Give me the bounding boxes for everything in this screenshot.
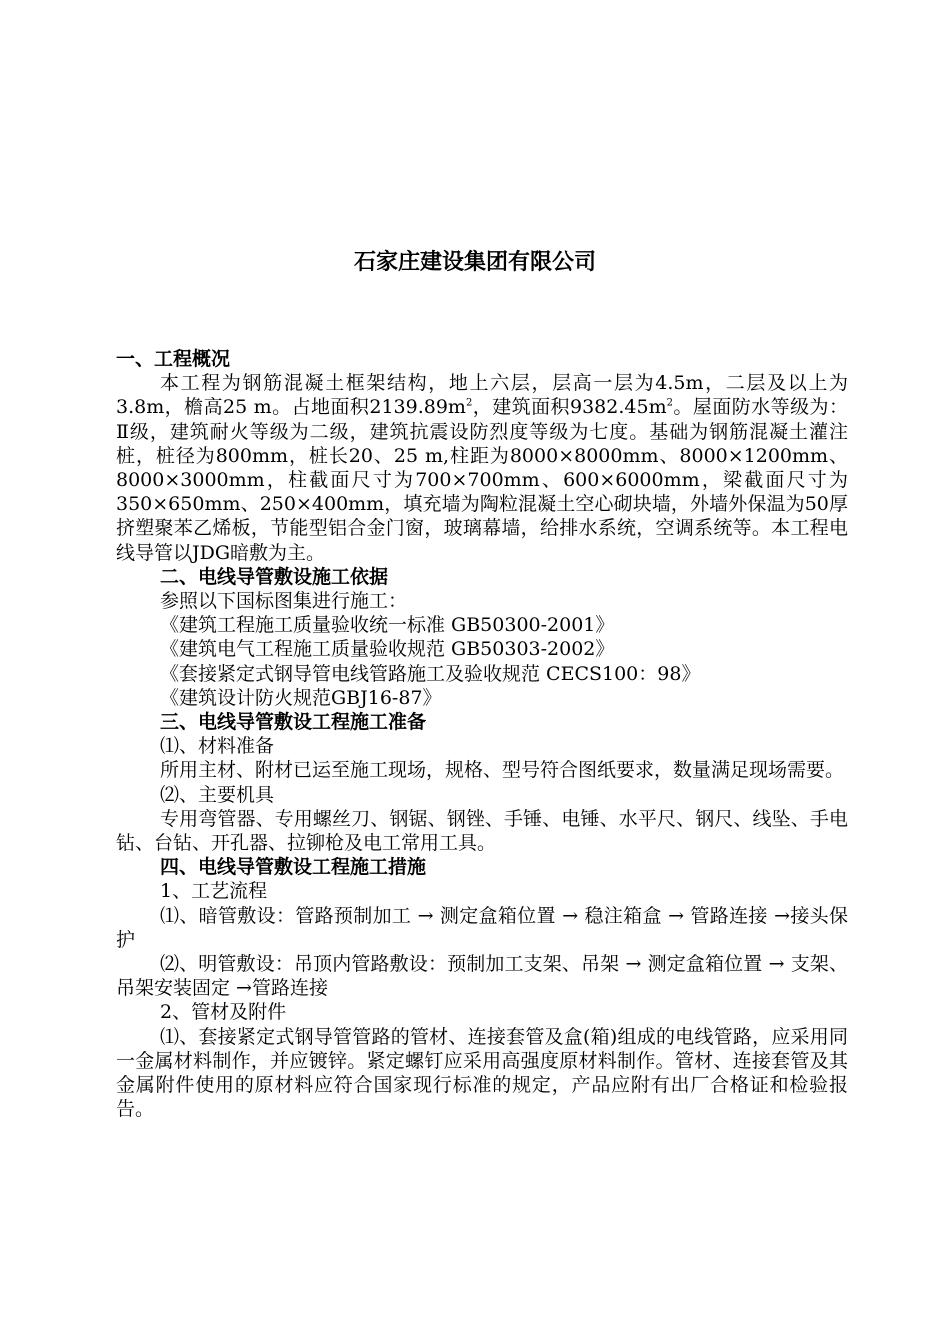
reference-item: 《建筑设计防火规范GBJ16-87》 bbox=[160, 686, 442, 709]
pipes-fittings-paragraph: ⑴、套接紧定式钢导管管路的管材、连接套管及盒(箱)组成的电线管路，应采用同一金属材料制作，并应镀锌。紧定螺钉应采用高强度原材料制作。管材、连接套管及其金属附件使用的原材料应符合国家现行标准的规定，产品应附有出厂合格证和检验报告。 bbox=[116, 1025, 848, 1121]
concealed-conduit-flow: ⑴、暗管敷设：管路预制加工 → 测定盒箱位置 → 稳注箱盒 → 管路连接 →接头保护 bbox=[116, 904, 848, 951]
pipes-fittings-subheading: 2、管材及附件 bbox=[160, 1001, 287, 1024]
overview-text-a: 本工程为钢筋混凝土框架结构，地上六层，层高一层为4.5m，二层及以上为3.8m，檐高25 m。占地面积2139.89m bbox=[116, 372, 848, 419]
section-4-heading: 四、电线导管敷设工程施工措施 bbox=[160, 856, 427, 879]
process-flow-subheading: 1、工艺流程 bbox=[160, 880, 268, 903]
superscript-2: 2 bbox=[666, 398, 673, 410]
project-overview-paragraph bbox=[116, 371, 848, 565]
section-3-heading: 三、电线导管敷设工程施工准备 bbox=[160, 711, 427, 734]
company-title: 石家庄建设集团有限公司 bbox=[353, 250, 596, 275]
section-2-heading: 二、电线导管敷设施工依据 bbox=[160, 565, 389, 588]
reference-item: 《建筑电气工程施工质量验收规范 GB50303-2002》 bbox=[160, 638, 615, 661]
overview-text-c: 。屋面防水等级为：Ⅱ级，建筑耐火等级为二级，建筑抗震设防烈度等级为七度。基础为钢筋混凝土灌注桩，桩径为800mm，桩长20、25 m,柱距为8000×8000mm、8000×1200mm、8000×3000mm，柱截面尺寸为700×700mm、600×6000mm，梁截面尺寸为350×650mm、250×400mm，填充墙为陶粒混凝土空心砌块墙，外墙外保温为50厚挤塑聚苯乙烯板，节能型铝合金门窗，玻璃幕墙，给排水系统，空调系统等。本工程电线导管以JDG暗敷为主。 bbox=[116, 396, 848, 564]
tools-subheading: ⑵、主要机具 bbox=[160, 783, 275, 806]
document-body bbox=[116, 347, 848, 1122]
materials-paragraph: 所用主材、附材已运至施工现场，规格、型号符合图纸要求，数量满足现场需要。 bbox=[160, 759, 845, 782]
tools-paragraph: 专用弯管器、专用螺丝刀、钢锯、钢锉、手锤、电锤、水平尺、钢尺、线坠、手电钻、台钻、开孔器、拉铆枪及电工常用工具。 bbox=[116, 807, 848, 855]
exposed-conduit-flow: ⑵、明管敷设：吊顶内管路敷设：预制加工支架、吊架 → 测定盒箱位置 → 支架、吊架安装固定 →管路连接 bbox=[116, 953, 848, 1000]
overview-text-b: ，建筑面积9382.45m bbox=[472, 396, 667, 419]
reference-item: 《套接紧定式钢导管电线管路施工及验收规范 CECS100：98》 bbox=[160, 662, 701, 685]
section-1-heading: 一、工程概况 bbox=[116, 348, 231, 370]
superscript-2: 2 bbox=[465, 398, 473, 410]
references-intro: 参照以下国标图集进行施工： bbox=[160, 590, 408, 613]
materials-subheading: ⑴、材料准备 bbox=[160, 735, 275, 758]
reference-item: 《建筑工程施工质量验收统一标准 GB50300-2001》 bbox=[160, 614, 615, 637]
